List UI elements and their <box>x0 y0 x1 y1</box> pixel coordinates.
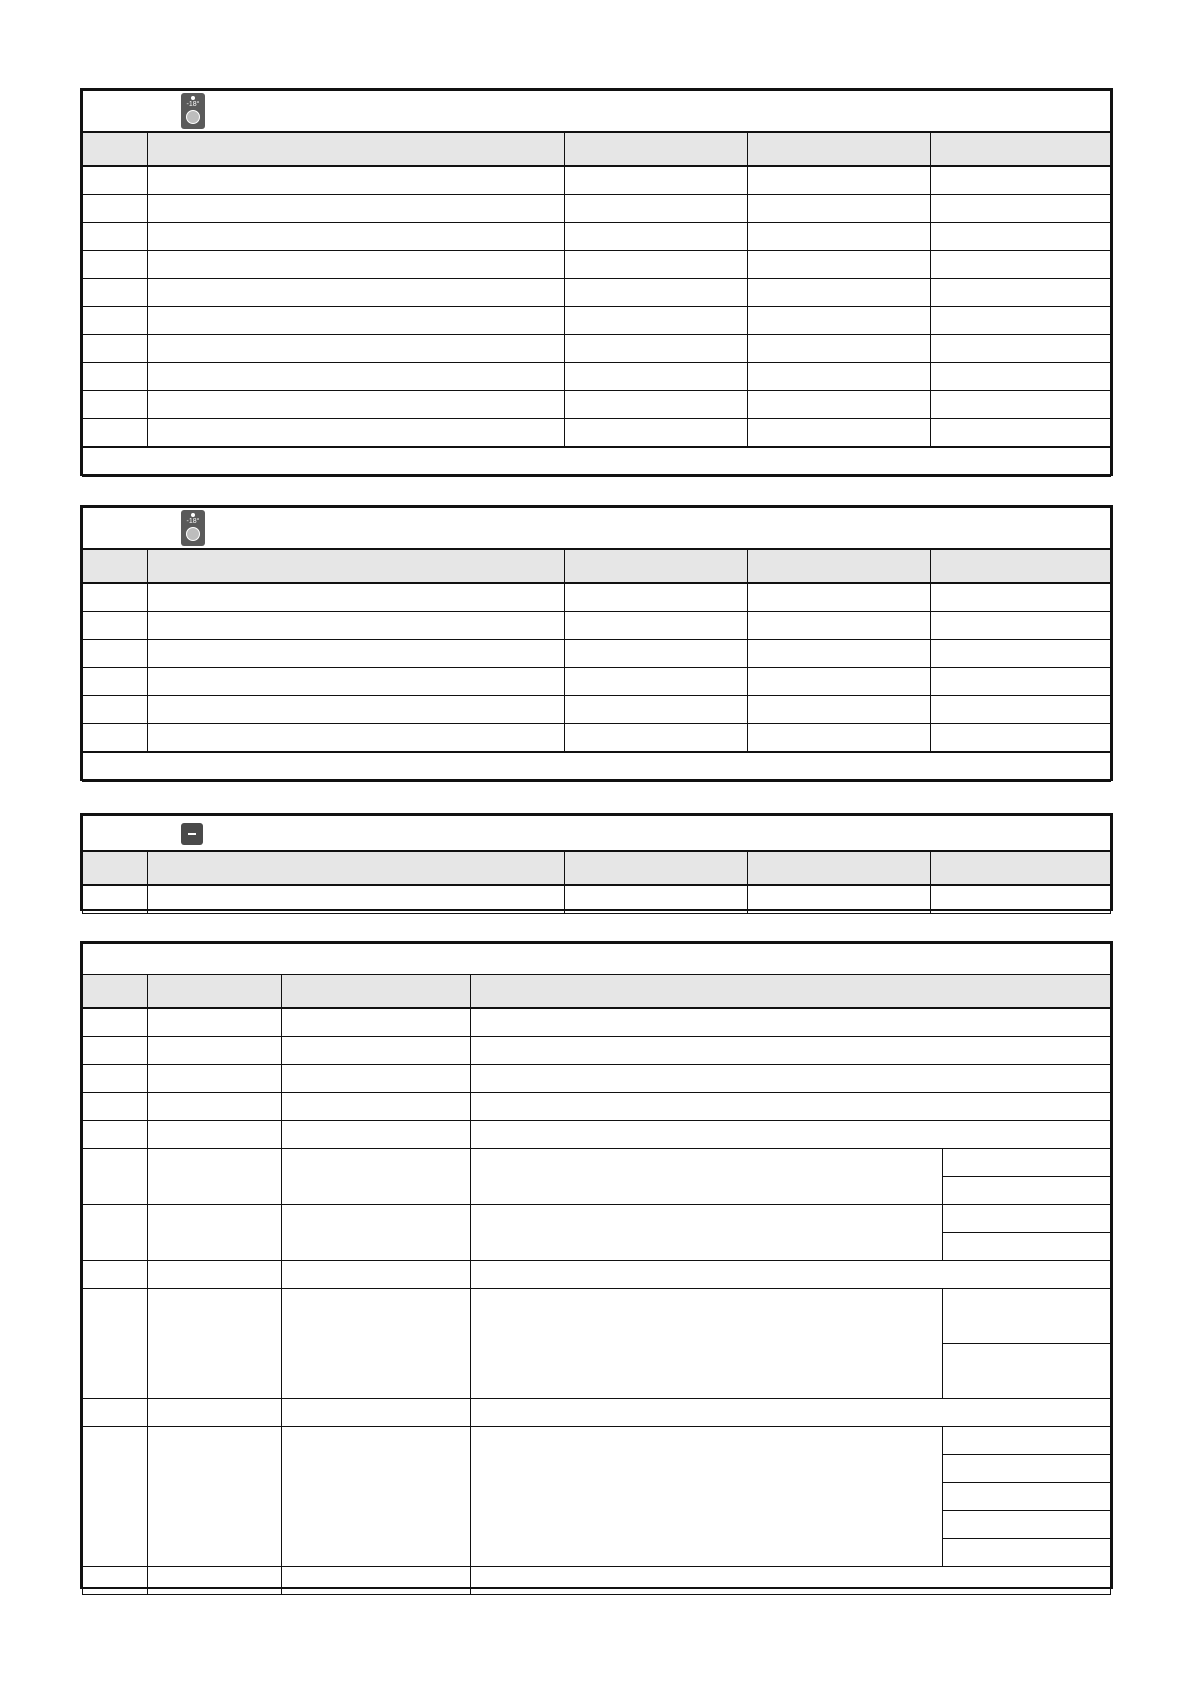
table-row <box>83 724 1111 753</box>
table-row <box>83 696 1111 724</box>
table-row <box>83 166 1111 195</box>
table-row <box>83 195 1111 223</box>
table-row <box>83 885 1111 914</box>
table-row <box>83 335 1111 363</box>
table-row <box>83 419 1111 448</box>
table-1 <box>82 90 1111 477</box>
minus-button-icon <box>181 823 203 845</box>
table-row <box>83 1399 1111 1427</box>
table-row <box>83 640 1111 668</box>
table-2-footer-row <box>83 752 1111 782</box>
table-3-title-row <box>83 816 1111 852</box>
table-1-header-row <box>83 132 1111 166</box>
table-2 <box>82 507 1111 782</box>
table-4 <box>82 943 1111 1595</box>
table-2-container <box>80 505 1113 781</box>
table-4-title-row <box>83 944 1111 975</box>
table-row <box>83 1121 1111 1149</box>
table-row <box>83 612 1111 640</box>
table-row <box>83 1261 1111 1289</box>
freezer-temp-knob-icon: -18° <box>181 93 205 129</box>
table-4-header-row <box>83 975 1111 1009</box>
table-row <box>83 1008 1111 1037</box>
table-2-title-row <box>83 508 1111 550</box>
freezer-temp-knob-icon: -18° <box>181 510 205 546</box>
table-row <box>83 1093 1111 1121</box>
table-row <box>83 223 1111 251</box>
table-1-title-row <box>83 91 1111 133</box>
table-row <box>83 1567 1111 1595</box>
table-1-footer-row <box>83 447 1111 477</box>
table-row <box>83 1037 1111 1065</box>
table-1-container <box>80 88 1113 476</box>
table-row <box>83 391 1111 419</box>
table-row <box>83 1289 1111 1344</box>
table-4-container <box>80 941 1113 1589</box>
table-row <box>83 1065 1111 1093</box>
table-row <box>83 307 1111 335</box>
table-row <box>83 1427 1111 1455</box>
table-row <box>83 583 1111 612</box>
table-row <box>83 363 1111 391</box>
table-row <box>83 251 1111 279</box>
table-3 <box>82 815 1111 914</box>
table-3-container <box>80 813 1113 911</box>
table-row <box>83 1149 1111 1177</box>
table-3-header-row <box>83 851 1111 885</box>
table-row <box>83 279 1111 307</box>
table-row <box>83 668 1111 696</box>
table-row <box>83 1205 1111 1233</box>
table-2-header-row <box>83 549 1111 583</box>
